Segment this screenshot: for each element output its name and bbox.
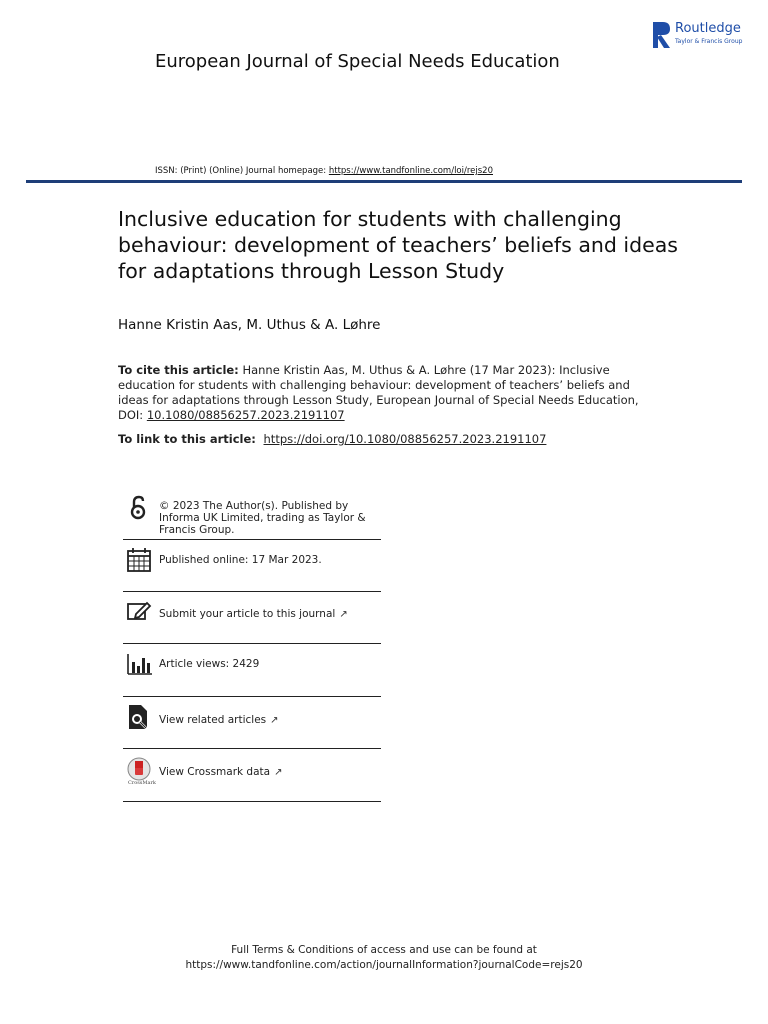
edit-icon	[125, 598, 153, 626]
related-articles-row[interactable]	[123, 703, 381, 743]
citation-doi-link[interactable]: 10.1080/08856257.2023.2191107	[146, 408, 345, 422]
info-divider	[123, 801, 381, 802]
link-label: To link to this article:	[118, 432, 256, 446]
article-title: Inclusive education for students with challenging behaviour: development of teachers’ beliefs and ideas for adaptations through Lesson Study	[118, 207, 678, 283]
article-views-text: Article views: 2429	[159, 658, 260, 670]
external-link-icon: ↗	[339, 609, 348, 620]
open-access-row	[123, 494, 381, 538]
crossmark-link[interactable]: View Crossmark data	[159, 766, 271, 778]
publisher-group: Taylor & Francis Group	[675, 38, 743, 45]
open-access-text: © 2023 The Author(s). Published by Informa UK Limited, trading as Taylor & Francis Group.	[159, 500, 366, 536]
open-access-icon	[125, 494, 153, 522]
info-divider	[123, 643, 381, 644]
article-link-line	[118, 432, 546, 446]
calendar-icon	[125, 546, 153, 574]
crossmark-row[interactable]	[123, 755, 381, 795]
crossmark-label: CrossMark	[128, 780, 156, 786]
journal-homepage-link[interactable]: https://www.tandfonline.com/loi/rejs20	[328, 166, 493, 176]
routledge-logo[interactable]	[652, 21, 752, 51]
document-search-icon	[125, 703, 153, 731]
article-authors: Hanne Kristin Aas, M. Uthus & A. Løhre	[118, 317, 381, 333]
info-divider	[123, 748, 381, 749]
issn-label: ISSN: (Print) (Online) Journal homepage:	[155, 166, 327, 176]
footer	[0, 943, 768, 973]
issn-line	[155, 166, 493, 176]
publisher-name: Routledge	[675, 21, 741, 36]
info-divider	[123, 696, 381, 697]
info-divider	[123, 591, 381, 592]
journal-title: European Journal of Special Needs Education	[155, 51, 560, 72]
footer-terms-link[interactable]: https://www.tandfonline.com/action/journalInformation?journalCode=rejs20	[185, 959, 583, 971]
info-divider	[123, 539, 381, 540]
external-link-icon: ↗	[274, 767, 283, 778]
citation-label: To cite this article:	[118, 363, 239, 377]
article-views-row	[123, 650, 381, 690]
article-doi-link[interactable]: https://doi.org/10.1080/08856257.2023.2191107	[263, 432, 547, 446]
submit-article-row[interactable]	[123, 598, 381, 638]
published-text: Published online: 17 Mar 2023.	[159, 554, 322, 566]
submit-article-link[interactable]: Submit your article to this journal	[159, 608, 336, 620]
bar-chart-icon	[125, 650, 153, 678]
citation-block	[118, 363, 658, 423]
footer-terms-text: Full Terms & Conditions of access and use can be found at	[231, 944, 537, 956]
related-articles-link[interactable]: View related articles	[159, 714, 267, 726]
published-row	[123, 546, 381, 586]
citation-text: Hanne Kristin Aas, M. Uthus & A. Løhre (17 Mar 2023): Inclusive education for students with challenging behaviour: development of teachers’ beliefs and ideas for adaptations through Lesson Study, European Journal of Special Needs Education, DOI:	[118, 363, 639, 422]
header-rule	[26, 180, 742, 183]
external-link-icon: ↗	[270, 715, 279, 726]
routledge-r-icon	[652, 21, 672, 49]
